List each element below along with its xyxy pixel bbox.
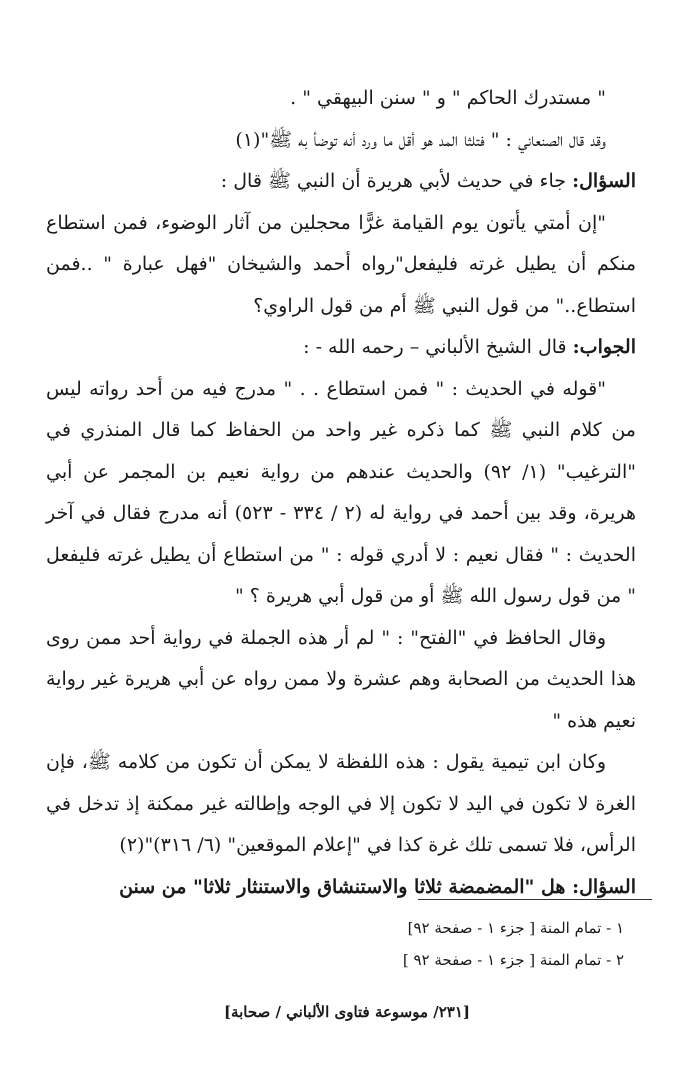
footnote-divider [418, 899, 652, 900]
footnote-1: ١ - تمام المنة [ جزء ١ - صفحة ٩٢] [407, 919, 624, 937]
question-1 [46, 161, 636, 203]
answer-label: الجواب: [572, 336, 636, 358]
question-text: جاء في حديث لأبي هريرة أن النبي ﷺ قال : [220, 170, 573, 192]
answer-1 [46, 327, 636, 369]
question-text: هل "المضمضة ثلاثا والاستنشاق والاستنثار ثلاثا" من سنن [119, 875, 573, 898]
question-label: السؤال: [572, 875, 636, 898]
hadith-text: "إن أمتي يأتون يوم القيامة غرًّا محجلين من آثار الوضوء، فمن استطاع منكم أن يطيل غرته فليفعل"رواه أحمد والشيخان "فهل عبارة " ..فمن استطاع.." من قول النبي ﷺ أم من قول الراوي؟ [46, 211, 636, 317]
footnote-2: ٢ - تمام المنة [ جزء ١ - صفحة ٩٢ ] [402, 951, 624, 969]
question-label: السؤال: [572, 170, 636, 192]
paragraph-ibn-taymiyya: وكان ابن تيمية يقول : هذه اللفظة لا يمكن أن تكون من كلامه ﷺ، فإن الغرة لا تكون في اليد لا تكون إلا في الوجه وإطالته غير ممكنة إذ تدخل في الرأس، فلا تسمى تلك غرة كذا في "إعلام الموقعين" (٦/ ٣١٦)"(٢) [46, 751, 636, 856]
paragraph-sanani-quote: وقد قال الصنعاني : " فتلثا المد هو أقل ما ورد أنه توضأ به ﷺ"(١) [235, 128, 606, 151]
paragraph-sources: " مستدرك الحاكم " و " سنن البيهقي " . [290, 87, 606, 109]
paragraph-fath: وقال الحافظ في "الفتح" : " لم أر هذه الجملة في رواية أحد ممن روى هذا الحديث من الصحابة وهم عشرة ولا ممن رواه عن أبي هريرة غير رواية نعيم هذه " [46, 626, 636, 732]
main-text [46, 78, 636, 908]
answer-intro: قال الشيخ الألباني – رحمه الله - : [303, 336, 573, 358]
paragraph-idraj: "قوله في الحديث : " فمن استطاع . . " مدرج فيه من أحد رواته ليس من كلام النبي ﷺ كما ذكره غير واحد من الحفاظ كما قال المنذري في "الترغيب" (١/ ٩٢) والحديث عندهم من رواية نعيم بن المجمر عن أبي هريرة، وقد بين أحمد في رواية له (٢ / ٣٣٤ - ٥٢٣) أنه مدرج فقال في آخر الحديث : " فقال نعيم : لا أدري قوله : " من استطاع أن يطيل غرته فليفعل " من قول رسول الله ﷺ أو من قول أبي هريرة ؟ " [46, 377, 637, 607]
question-2 [46, 867, 636, 909]
page-footer: [٢٣١/ موسوعة فتاوى الألباني / صحابة] [223, 1003, 471, 1021]
footnotes [64, 912, 624, 976]
